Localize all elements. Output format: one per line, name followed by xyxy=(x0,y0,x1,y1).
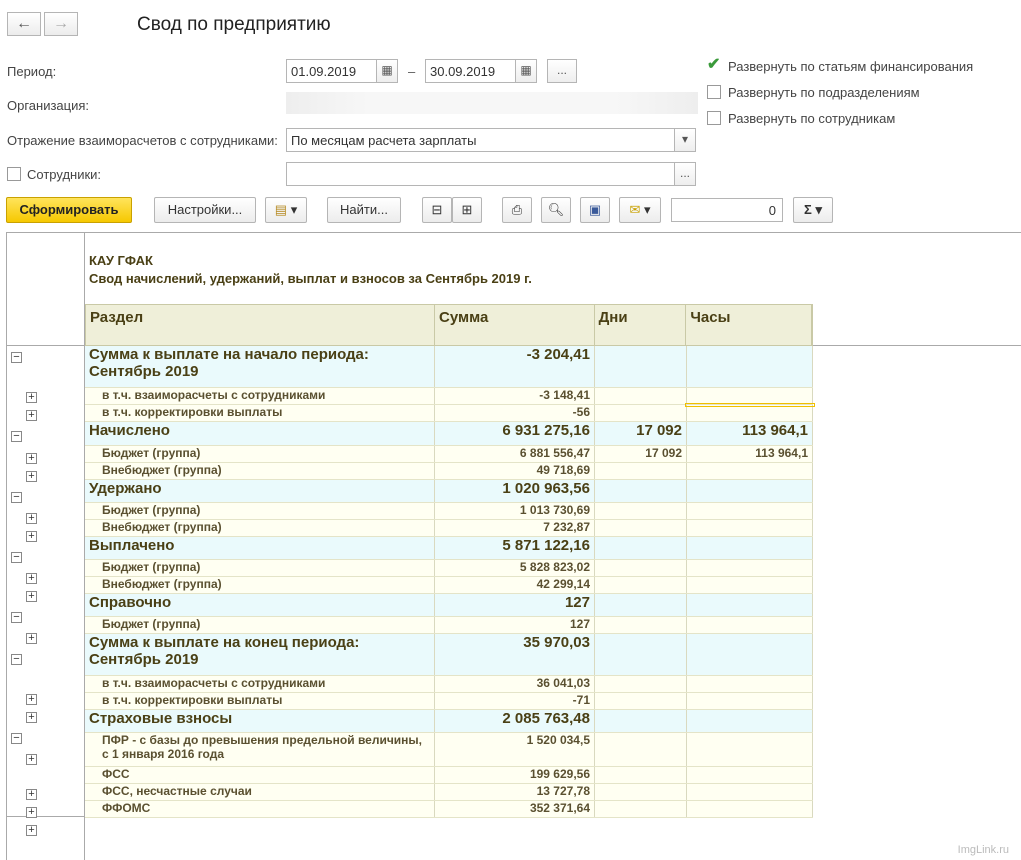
cell: 6 881 556,47 xyxy=(435,446,595,462)
cell: -56 xyxy=(435,405,595,421)
report-title: Свод начислений, удержаний, выплат и взносов за Сентябрь 2019 г. xyxy=(89,271,532,286)
cell xyxy=(687,346,813,387)
cell: Бюджет (группа) xyxy=(85,617,435,633)
generate-button[interactable]: Сформировать xyxy=(6,197,132,223)
mail-icon[interactable]: ✉ ▾ xyxy=(619,197,661,223)
cell xyxy=(595,676,687,692)
cell xyxy=(595,617,687,633)
cell xyxy=(595,503,687,519)
group-row[interactable] xyxy=(85,710,813,733)
cell: Сумма к выплате на начало периода: Сентябрь 2019 xyxy=(85,346,435,387)
collapse-icon[interactable]: − xyxy=(11,552,22,563)
cell: -3 148,41 xyxy=(435,388,595,404)
cell xyxy=(595,537,687,559)
collapse-icon[interactable]: − xyxy=(11,431,22,442)
cell: Бюджет (группа) xyxy=(85,503,435,519)
period-label: Период: xyxy=(7,64,57,79)
cell xyxy=(687,405,813,421)
arrow-left-icon: ← xyxy=(16,15,32,32)
expand-icon[interactable]: + xyxy=(26,573,37,584)
employees-field[interactable] xyxy=(286,162,696,186)
date-to-value: 30.09.2019 xyxy=(430,64,496,79)
selected-cell[interactable] xyxy=(685,403,815,407)
cell xyxy=(595,520,687,536)
cell xyxy=(595,634,687,675)
cell: 113 964,1 xyxy=(687,422,813,445)
cell: Бюджет (группа) xyxy=(85,560,435,576)
cell: ПФР - с базы до превышения предельной величины, с 1 января 2016 года xyxy=(85,733,435,766)
cell: 2 085 763,48 xyxy=(435,710,595,732)
checkmark-icon[interactable]: ✔ xyxy=(707,56,721,73)
cell xyxy=(687,693,813,709)
table-row[interactable] xyxy=(85,733,813,767)
cell xyxy=(595,388,687,404)
option-employees-checkbox[interactable] xyxy=(707,111,721,125)
group-row[interactable] xyxy=(85,346,813,388)
watermark: ImgLink.ru xyxy=(957,844,1009,856)
collapse-groups-icon[interactable]: ⊟ xyxy=(422,197,452,223)
cell: 13 727,78 xyxy=(435,784,595,800)
cell xyxy=(595,480,687,502)
table-row[interactable] xyxy=(85,676,813,693)
print-icon[interactable]: ⎙ xyxy=(502,197,532,223)
table-row[interactable] xyxy=(85,446,813,463)
option-expand-finance: Развернуть по статьям финансирования xyxy=(728,59,974,74)
option-subdivisions-checkbox[interactable] xyxy=(707,85,721,99)
option-expand-employees: Развернуть по сотрудникам xyxy=(728,111,896,126)
employees-label: Сотрудники: xyxy=(27,167,102,182)
cell: в т.ч. корректировки выплаты xyxy=(85,693,435,709)
collapse-icon[interactable]: − xyxy=(11,612,22,623)
chevron-down-icon[interactable]: ▾ xyxy=(674,128,696,152)
cell: Справочно xyxy=(85,594,435,616)
cell: 5 828 823,02 xyxy=(435,560,595,576)
expand-icon[interactable]: + xyxy=(26,633,37,644)
group-row[interactable] xyxy=(85,422,813,446)
table-header xyxy=(85,304,813,346)
cell: 127 xyxy=(435,617,595,633)
cell: 127 xyxy=(435,594,595,616)
cell: -71 xyxy=(435,693,595,709)
collapse-icon[interactable]: − xyxy=(11,352,22,363)
back-button[interactable] xyxy=(7,12,41,36)
calendar-icon[interactable]: ▦ xyxy=(376,59,398,83)
report-footer-line xyxy=(6,816,85,817)
table-row[interactable] xyxy=(85,405,813,422)
expand-icon[interactable]: + xyxy=(26,471,37,482)
cell: Начислено xyxy=(85,422,435,445)
table-row[interactable] xyxy=(85,463,813,480)
page-title: Свод по предприятию xyxy=(137,14,331,35)
cell xyxy=(687,520,813,536)
group-row[interactable] xyxy=(85,537,813,560)
cell: 36 041,03 xyxy=(435,676,595,692)
cell xyxy=(595,784,687,800)
cell: 6 931 275,16 xyxy=(435,422,595,445)
cell xyxy=(687,617,813,633)
table-row[interactable] xyxy=(85,560,813,577)
cell xyxy=(687,537,813,559)
table-row[interactable] xyxy=(85,503,813,520)
forward-button[interactable] xyxy=(44,12,78,36)
cell xyxy=(595,405,687,421)
option-expand-subdivisions: Развернуть по подразделениям xyxy=(728,85,920,100)
group-row[interactable] xyxy=(85,634,813,676)
table-row[interactable] xyxy=(85,801,813,818)
expand-icon[interactable]: + xyxy=(26,513,37,524)
cell xyxy=(687,560,813,576)
cell: Страховые взносы xyxy=(85,710,435,732)
header-section: Раздел xyxy=(86,305,435,345)
expand-icon[interactable]: + xyxy=(26,789,37,800)
collapse-icon[interactable]: − xyxy=(11,654,22,665)
cell xyxy=(595,594,687,616)
table-row[interactable] xyxy=(85,693,813,710)
cell xyxy=(595,710,687,732)
cell: ФФОМС xyxy=(85,801,435,817)
cell xyxy=(595,346,687,387)
cell: в т.ч. взаиморасчеты с сотрудниками xyxy=(85,388,435,404)
cell: 1 520 034,5 xyxy=(435,733,595,766)
cell xyxy=(687,463,813,479)
group-row[interactable] xyxy=(85,480,813,503)
cell xyxy=(687,676,813,692)
cell xyxy=(687,767,813,783)
cell xyxy=(687,733,813,766)
expand-icon[interactable]: + xyxy=(26,712,37,723)
sigma-dropdown-button[interactable]: Σ ▾ xyxy=(793,197,833,223)
expand-icon[interactable]: + xyxy=(26,754,37,765)
cell xyxy=(595,560,687,576)
sigma-icon: Σ xyxy=(804,202,812,217)
cell: ФСС, несчастные случаи xyxy=(85,784,435,800)
cell xyxy=(687,388,813,404)
expand-icon[interactable]: + xyxy=(26,825,37,836)
cell: Внебюджет (группа) xyxy=(85,520,435,536)
cell: Сумма к выплате на конец периода: Сентябрь 2019 xyxy=(85,634,435,675)
folder-icon: ▤ xyxy=(274,202,288,217)
cell: в т.ч. корректировки выплаты xyxy=(85,405,435,421)
collapse-icon[interactable]: − xyxy=(11,492,22,503)
expand-icon[interactable]: + xyxy=(26,410,37,421)
cell: Бюджет (группа) xyxy=(85,446,435,462)
cell xyxy=(687,503,813,519)
cell: 113 964,1 xyxy=(687,446,813,462)
report-table xyxy=(85,304,813,818)
cell: Внебюджет (группа) xyxy=(85,577,435,593)
cell: -3 204,41 xyxy=(435,346,595,387)
employees-checkbox[interactable] xyxy=(7,167,21,181)
cell xyxy=(595,693,687,709)
table-row[interactable] xyxy=(85,520,813,537)
find-button[interactable]: Найти... xyxy=(327,197,401,223)
cell: 352 371,64 xyxy=(435,801,595,817)
calendar-icon[interactable]: ▦ xyxy=(515,59,537,83)
period-select-button[interactable]: ... xyxy=(547,59,577,83)
preview-icon[interactable]: 🔍︎ xyxy=(541,197,571,223)
header-hours: Часы xyxy=(686,305,812,345)
cell xyxy=(595,577,687,593)
cell: в т.ч. взаиморасчеты с сотрудниками xyxy=(85,676,435,692)
cell: Выплачено xyxy=(85,537,435,559)
table-row[interactable] xyxy=(85,784,813,801)
expand-icon[interactable]: + xyxy=(26,694,37,705)
cell xyxy=(687,480,813,502)
expand-icon[interactable]: + xyxy=(26,591,37,602)
header-days: Дни xyxy=(595,305,687,345)
reflect-select[interactable] xyxy=(286,128,696,152)
save-icon[interactable]: ▣ xyxy=(580,197,610,223)
cell xyxy=(595,767,687,783)
table-row[interactable] xyxy=(85,767,813,784)
cell xyxy=(595,463,687,479)
cell xyxy=(687,784,813,800)
variant-dropdown-button[interactable]: ▤ ▾ xyxy=(265,197,307,223)
cell xyxy=(595,733,687,766)
settings-button[interactable]: Настройки... xyxy=(154,197,256,223)
table-row[interactable] xyxy=(85,617,813,634)
cell: Удержано xyxy=(85,480,435,502)
cell: ФСС xyxy=(85,767,435,783)
cell: 1 013 730,69 xyxy=(435,503,595,519)
table-row[interactable] xyxy=(85,577,813,594)
cell xyxy=(687,710,813,732)
expand-icon[interactable]: + xyxy=(26,807,37,818)
cell xyxy=(687,801,813,817)
reflect-label: Отражение взаиморасчетов с сотрудниками: xyxy=(7,133,278,148)
group-row[interactable] xyxy=(85,594,813,617)
organization-label: Организация: xyxy=(7,98,90,113)
cell: 35 970,03 xyxy=(435,634,595,675)
date-from-value: 01.09.2019 xyxy=(291,64,357,79)
cell xyxy=(687,594,813,616)
cell: 1 020 963,56 xyxy=(435,480,595,502)
header-sum: Сумма xyxy=(435,305,595,345)
arrow-right-icon: → xyxy=(53,15,69,32)
cell: Внебюджет (группа) xyxy=(85,463,435,479)
cell: 17 092 xyxy=(595,422,687,445)
sum-field[interactable]: 0 xyxy=(671,198,783,222)
cell: 42 299,14 xyxy=(435,577,595,593)
expand-icon[interactable]: + xyxy=(26,453,37,464)
report-org: КАУ ГФАК xyxy=(89,253,153,268)
collapse-icon[interactable]: − xyxy=(11,733,22,744)
organization-field[interactable] xyxy=(286,92,698,114)
expand-groups-icon[interactable]: ⊞ xyxy=(452,197,482,223)
cell: 7 232,87 xyxy=(435,520,595,536)
cell: 17 092 xyxy=(595,446,687,462)
cell: 49 718,69 xyxy=(435,463,595,479)
cell xyxy=(687,577,813,593)
reflect-value: По месяцам расчета зарплаты xyxy=(291,133,477,148)
cell: 5 871 122,16 xyxy=(435,537,595,559)
expand-icon[interactable]: + xyxy=(26,392,37,403)
expand-icon[interactable]: + xyxy=(26,531,37,542)
cell: 199 629,56 xyxy=(435,767,595,783)
cell xyxy=(687,634,813,675)
cell xyxy=(595,801,687,817)
employees-select-button[interactable]: ... xyxy=(674,162,696,186)
date-separator: – xyxy=(408,64,416,79)
